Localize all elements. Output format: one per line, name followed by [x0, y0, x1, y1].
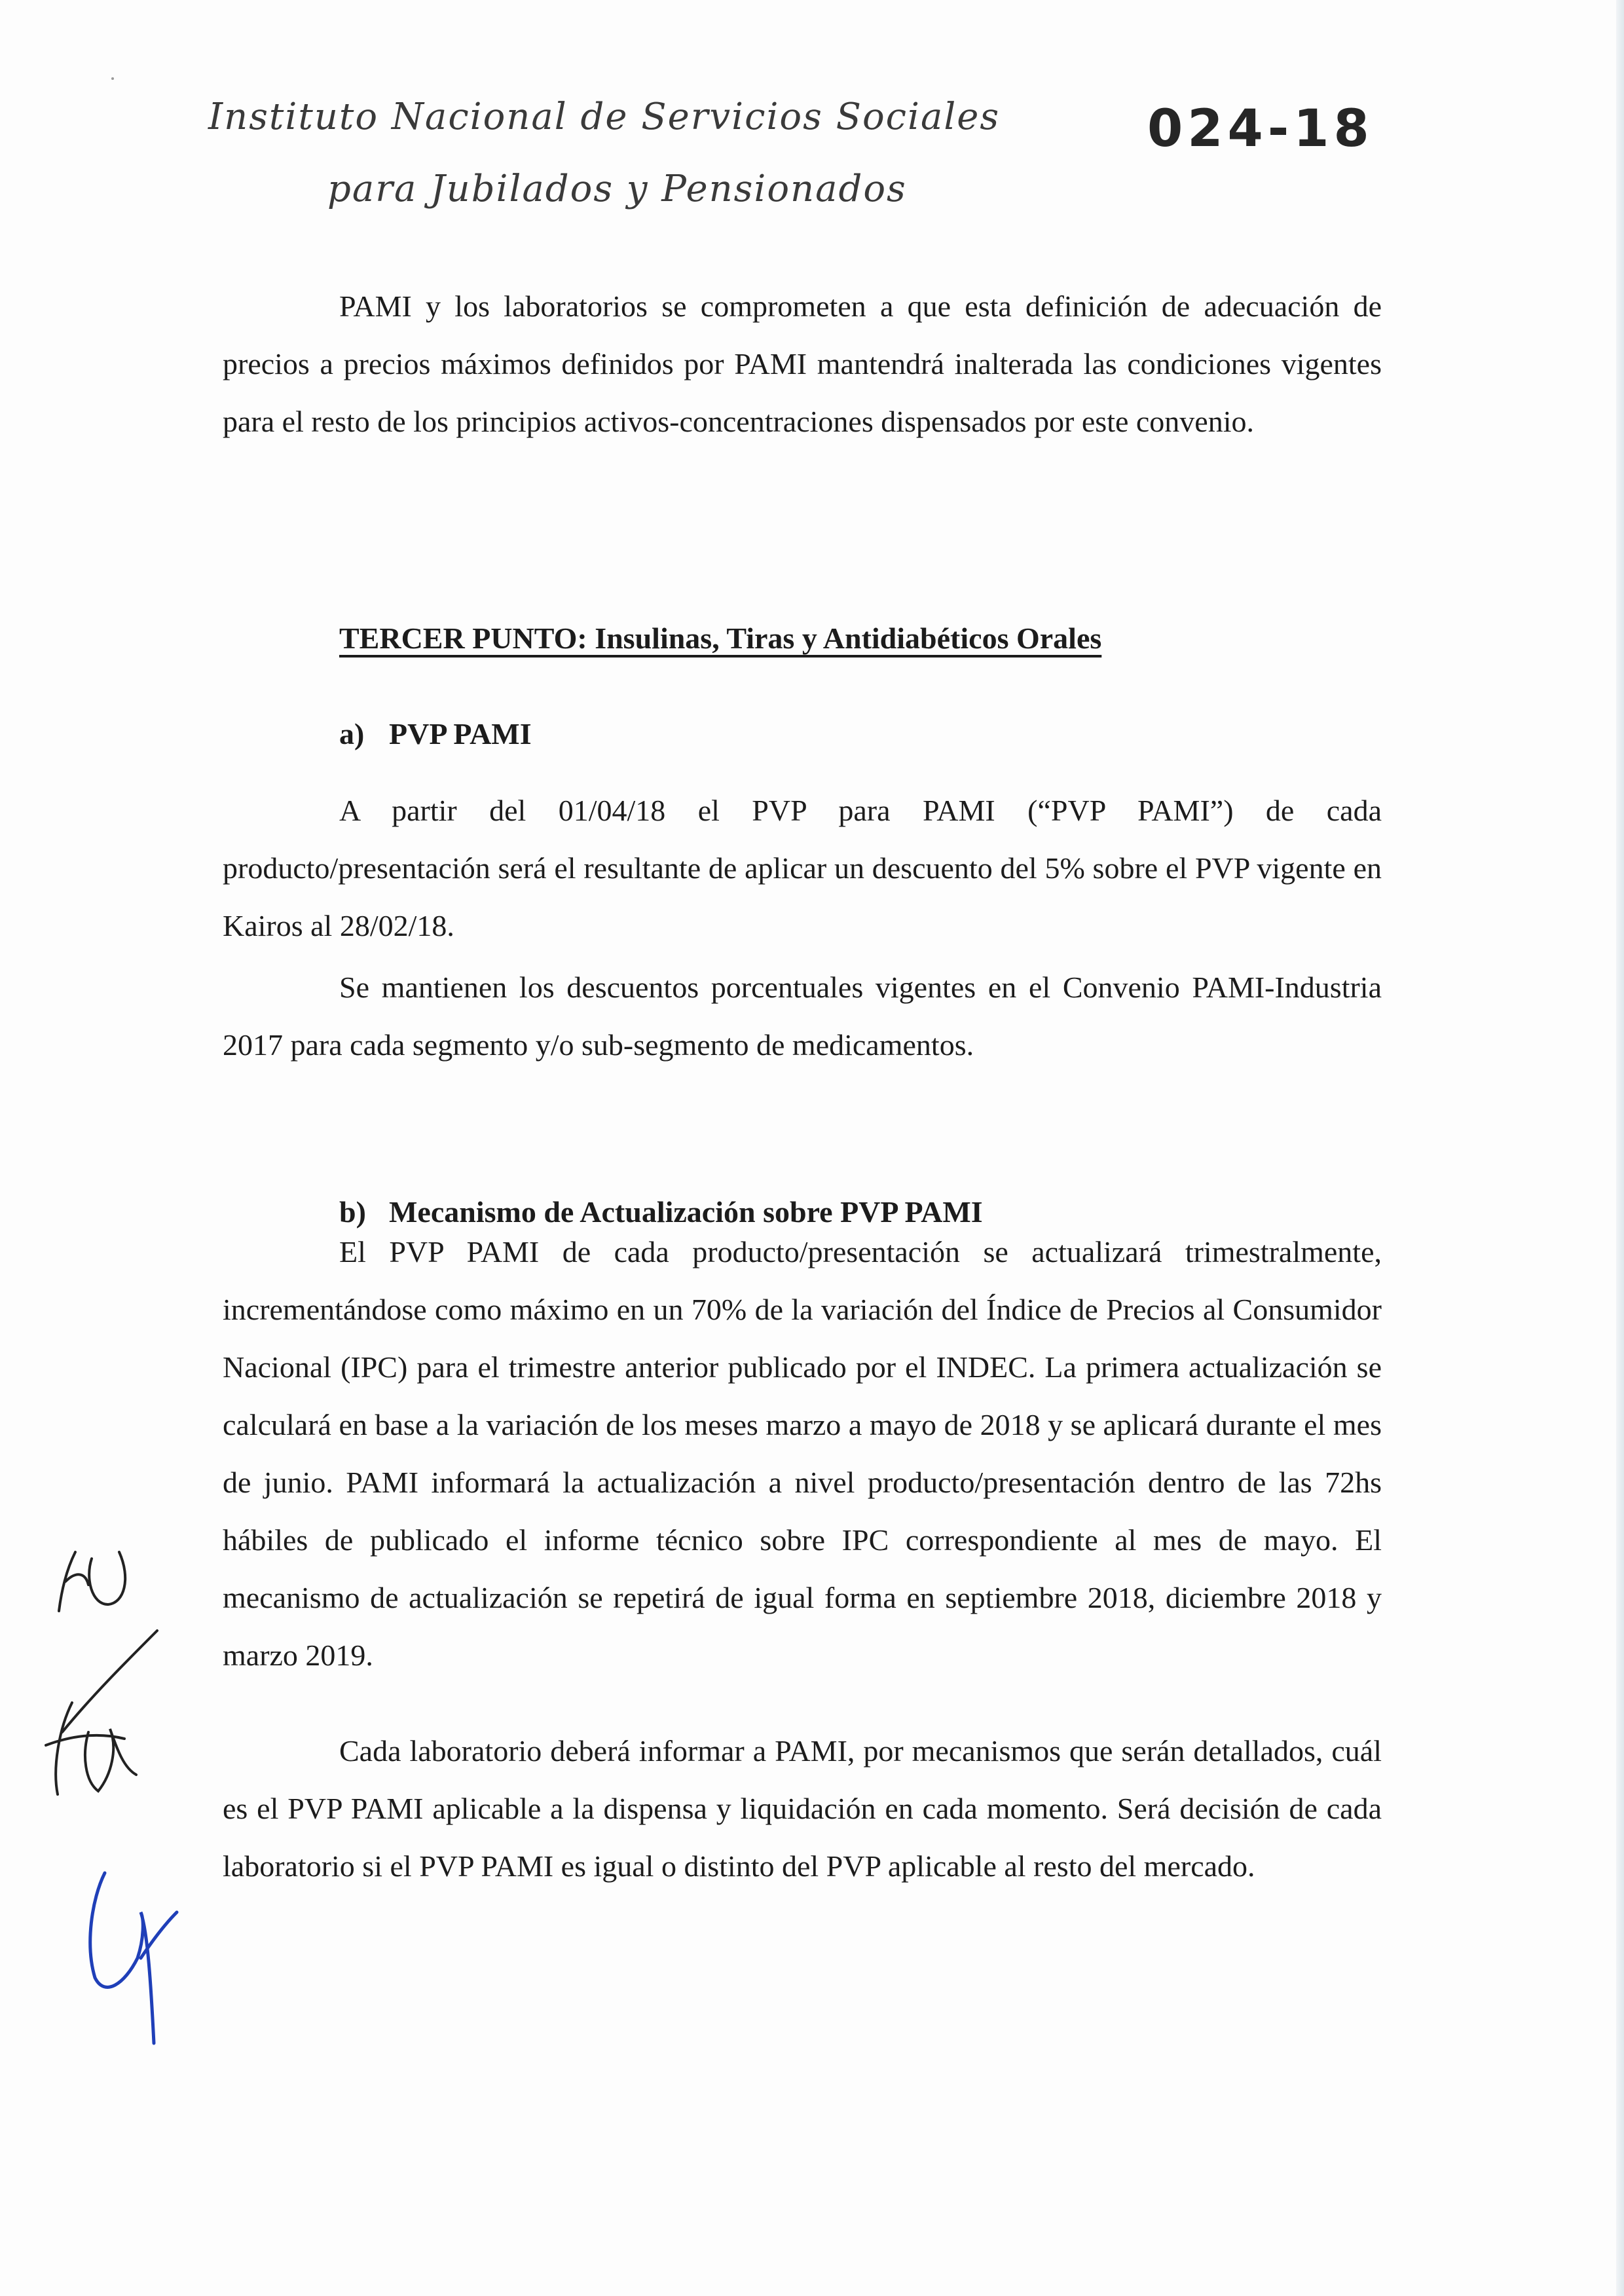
subsection-b-title: Mecanismo de Actualización sobre PVP PAMI — [389, 1195, 983, 1229]
subsection-a-heading — [339, 716, 532, 751]
subsection-a-title: PVP PAMI — [389, 717, 532, 750]
paragraph-pvp-2: Se mantienen los descuentos porcentuales vigentes en el Convenio PAMI-Industria 2017 para cada segmento y/o sub-segmento de medicamentos. — [223, 971, 1382, 1062]
paragraph-intro: PAMI y los laboratorios se comprometen a que esta definición de adecuación de precios a precios máximos definidos por PAMI mantendrá inalterada las condiciones vigentes para el resto de los principios activos-concentraciones dispensados por este convenio. — [223, 289, 1382, 438]
paragraph-mecanismo-2: Cada laboratorio deberá informar a PAMI, por mecanismos que serán detallados, cuál es el PVP PAMI aplicable a la dispensa y liquidación en cada momento. Será decisión de cada laboratorio si el PVP PAMI es igual o distinto del PVP aplicable al resto del mercado. — [223, 1734, 1382, 1883]
section-heading: TERCER PUNTO: Insulinas, Tiras y Antidiabéticos Orales — [339, 621, 1102, 655]
handwritten-signature-blue — [79, 1860, 183, 2050]
subsection-a-label: a) — [339, 717, 365, 750]
paragraph-pvp-1: A partir del 01/04/18 el PVP para PAMI (“PVP PAMI”) de cada producto/presentación será el resultante de aplicar un descuento del 5% sobre el PVP vigente en Kairos al 28/02/18. — [223, 794, 1382, 942]
handwritten-initials-1 — [46, 1532, 151, 1631]
handwritten-signature-2 — [26, 1624, 170, 1821]
letterhead-line-2: para Jubilados y Pensionados — [327, 168, 907, 210]
paragraph-mecanismo-1: El PVP PAMI de cada producto/presentación se actualizará trimestralmente, incrementándose como máximo en un 70% de la variación del Índice de Precios al Consumidor Nacional (IPC) para el trimestre anterior publicado por el INDEC. La primera actualización se calculará en base a la variación de los meses marzo a mayo de 2018 y se aplicará durante el mes de junio. PAMI informará la actualización a nivel producto/presentación dentro de las 72hs hábiles de publicado el informe técnico sobre IPC correspondiente al mes de mayo. El mecanismo de actualización se repetirá de igual forma en septiembre 2018, diciembre 2018 y marzo 2019. — [223, 1235, 1382, 1672]
document-number: 024-18 — [1147, 100, 1374, 158]
letterhead-line-1: Instituto Nacional de Servicios Sociales — [208, 96, 1001, 138]
scan-speck — [111, 77, 114, 80]
subsection-b-label: b) — [339, 1195, 366, 1229]
scan-edge — [1616, 0, 1624, 2296]
